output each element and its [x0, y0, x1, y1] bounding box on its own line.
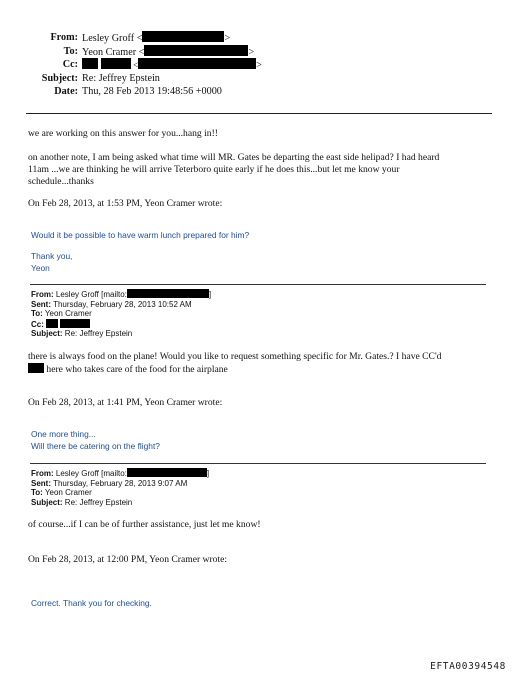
email-header — [0, 31, 512, 99]
angle-close: > — [224, 33, 231, 44]
redaction-box — [144, 45, 248, 56]
to-row — [0, 45, 512, 59]
msg2-line2: here who takes care of the food for the airplane — [46, 364, 228, 375]
to-value: Yeon Cramer < — [82, 46, 145, 58]
subject-row — [0, 72, 512, 86]
quote2-sent-label: Sent: — [31, 478, 51, 488]
msg1-wrote-line: On Feb 28, 2013, at 1:53 PM, Yeon Cramer wrote: — [28, 198, 223, 209]
quote2-subject-value: Re: Jeffrey Epstein — [64, 497, 133, 507]
redaction-box — [82, 58, 98, 69]
date-row — [0, 85, 512, 99]
msg1-para-line: on another note, I am being asked what time will MR. Gates be departing the east side helipad? I had heard — [28, 152, 440, 163]
reply1-line3: Yeon — [31, 263, 50, 273]
quote2-header: From: Lesley Groff [mailto: ] Sent: Thursday, February 28, 2013 9:07 AM To: Yeon Cramer Subject: Re: Jeffrey Epstein — [31, 469, 210, 507]
subject-value: Re: Jeffrey Epstein — [82, 72, 160, 84]
subject-label: Subject: — [41, 72, 78, 84]
redaction-box — [60, 319, 90, 328]
redaction-box — [46, 319, 58, 328]
msg1-para-line: 11am ...we are thinking he will arrive Teterboro quite early if he does this...but let me know your — [28, 164, 400, 176]
quote1-subject-value: Re: Jeffrey Epstein — [64, 329, 133, 339]
cc-label: Cc: — [62, 59, 78, 70]
quote2-from-label: From: — [31, 469, 54, 478]
msg3-line1: of course...if I can be of further assistance, just let me know! — [28, 519, 261, 530]
quote1-cc-label: Cc: — [31, 319, 44, 329]
redaction-box — [127, 289, 209, 298]
quote1-header: From: Lesley Groff [mailto: ] Sent: Thursday, February 28, 2013 10:52 AM To: Yeon Cramer Cc: Subject: Re: Jeffrey Epstein — [31, 290, 212, 339]
quote1-to-value: Yeon Cramer — [44, 309, 92, 319]
quote2-from-value: Lesley Groff [mailto: — [55, 469, 127, 478]
from-label: From: — [50, 32, 78, 43]
msg2-wrote-line: On Feb 28, 2013, at 1:41 PM, Yeon Cramer wrote: — [28, 397, 223, 408]
reply2-line2: Will there be catering on the flight? — [31, 441, 160, 451]
quote1-divider — [30, 284, 486, 285]
quote2-to-value: Yeon Cramer — [44, 488, 92, 498]
from-row — [0, 31, 512, 45]
header-divider — [26, 113, 492, 114]
quote1-from-label: From: — [31, 290, 54, 299]
msg1-paragraph — [28, 152, 488, 189]
quote2-sent-value: Thursday, February 28, 2013 9:07 AM — [53, 478, 188, 488]
redaction-box — [28, 363, 44, 373]
quote2-subject-label: Subject: — [31, 497, 63, 507]
angle-close: > — [256, 60, 262, 71]
msg2-line1: there is always food on the plane! Would you like to request something specific for Mr. Gates.? I have CC'd — [28, 351, 442, 362]
msg1-para-line: schedule...thanks — [28, 176, 94, 188]
date-label: Date: — [54, 86, 78, 97]
quote1-sent-label: Sent: — [31, 299, 51, 309]
msg1-line1: we are working on this answer for you...hang in!! — [28, 128, 218, 139]
reply1-line2: Thank you, — [31, 251, 73, 261]
document-id: EFTA00394548 — [430, 661, 506, 672]
quote1-to-label: To: — [31, 309, 43, 319]
redaction-box — [127, 468, 207, 477]
angle-close: > — [248, 46, 255, 58]
from-value: Lesley Groff < — [82, 33, 143, 44]
date-value: Thu, 28 Feb 2013 19:48:56 +0000 — [82, 86, 222, 97]
reply3-line1: Correct. Thank you for checking. — [31, 598, 152, 608]
to-label: To: — [63, 45, 78, 57]
quote1-sent-value: Thursday, February 28, 2013 10:52 AM — [53, 299, 192, 309]
quote2-divider — [30, 463, 486, 464]
quote1-subject-label: Subject: — [31, 329, 63, 339]
redaction-box — [138, 58, 256, 69]
reply1-line1: Would it be possible to have warm lunch prepared for him? — [31, 230, 250, 240]
reply2-line1: One more thing... — [31, 429, 96, 439]
redaction-box — [101, 58, 131, 69]
cc-row: Cc: < > — [62, 59, 262, 71]
msg2-line2-wrap — [28, 363, 488, 376]
redaction-box — [142, 31, 224, 42]
msg3-wrote-line: On Feb 28, 2013, at 12:00 PM, Yeon Cramer wrote: — [28, 554, 228, 565]
quote2-to-label: To: — [31, 488, 43, 498]
quote1-from-value: Lesley Groff [mailto: — [55, 290, 127, 299]
